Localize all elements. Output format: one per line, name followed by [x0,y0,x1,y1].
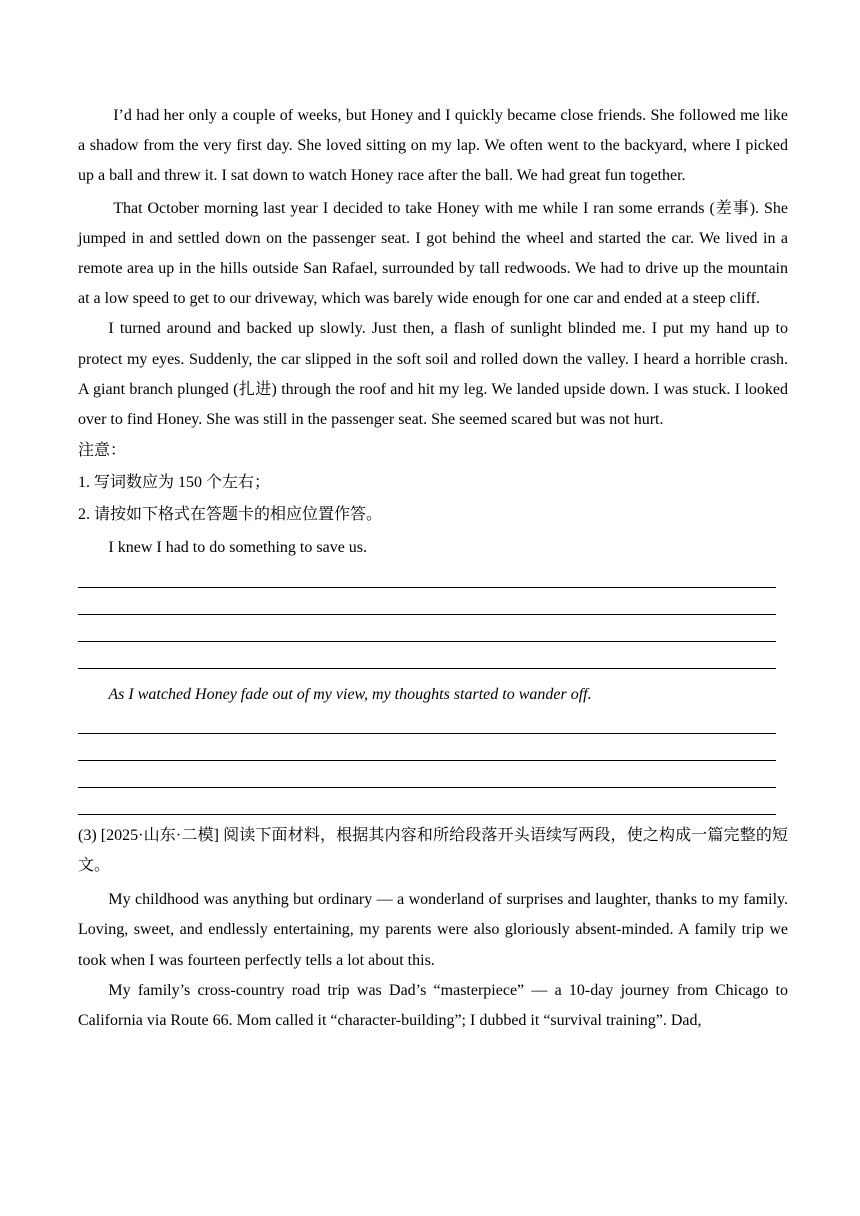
passage-paragraph-3: I turned around and backed up slowly. Just then, a flash of sunlight blinded me. I put my hand up to protect my eyes. Suddenly, the car slipped in the soft soil and rolled down the valley. I heard a horrible crash. A giant branch plunged (扎进) through the roof and hit my leg. We landed upside down. I was stuck. I looked over to find Honey. She was still in the passenger seat. She seemed scared but was not hurt. [78,320,788,429]
answer-line [78,734,776,761]
answer-line [78,588,776,615]
continuation-start-1: I knew I had to do something to save us. [108,539,368,557]
passage-paragraph-2: That October morning last year I decided to take Honey with me while I ran some errands (差事). She jumped in and settled down on the passenger seat. I got behind the wheel and started the car. We lived in a remote area up in the hills outside San Rafael, surrounded by tall redwoods. We had to drive up the mountain at a low speed to get to our driveway, which was barely wide enough for one car and ended at a steep cliff. [78,199,788,308]
answer-line [78,788,776,815]
answer-line [78,615,776,642]
answer-line [78,642,776,669]
notes-title: 注意： [78,442,127,460]
answer-line [78,565,776,588]
document-content [78,101,788,1036]
passage-paragraph-1: I’d had her only a couple of weeks, but Honey and I quickly became close friends. She followed me like a shadow from the very first day. She loved sitting on my lap. We often went to the backyard, where I picked up a ball and threw it. I sat down to watch Honey race after the ball. We had great fun together. [78,107,788,185]
question-3-paragraph-1: My childhood was anything but ordinary — a wonderland of surprises and laughter, thanks to my family. Loving, sweet, and endlessly entertaining, my parents were also gloriously absent-minded. A family trip we took when I was fourteen perfectly tells a lot about this. [78,891,788,969]
answer-line [78,711,776,734]
question-3-paragraph-2: My family’s cross-country road trip was Dad’s “masterpiece” — a 10-day journey from Chicago to California via Route 66. Mom called it “character-building”; I dubbed it “survival training”. Dad, [78,981,788,1030]
notes-item-1: 1. 写词数应为 150 个左右； [78,474,271,492]
notes-item-2: 2. 请按如下格式在答题卡的相应位置作答。 [78,506,383,524]
question-3-heading: (3) [2025·山东·二模] 阅读下面材料，根据其内容和所给段落开头语续写两段，使之构成一篇完整的短文。 [78,827,788,875]
answer-line [78,761,776,788]
continuation-start-2: As I watched Honey fade out of my view, my thoughts started to wander off. [108,686,592,704]
